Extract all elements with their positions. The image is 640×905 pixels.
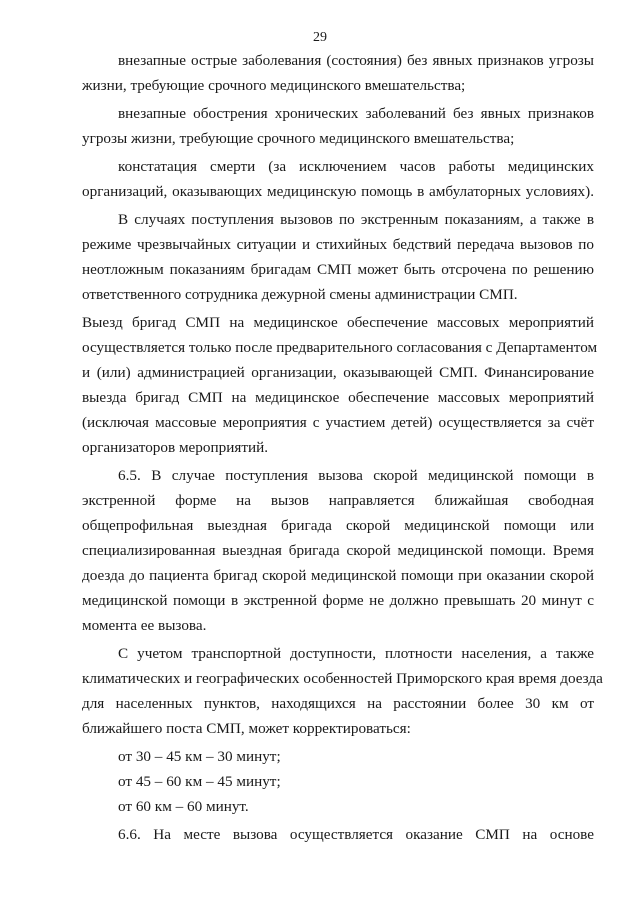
list-item: от 45 – 60 км – 45 минут;: [118, 773, 281, 790]
text-line: организаций, оказывающих медицинскую помощь в амбулаторных условиях).: [82, 183, 594, 200]
text-line: угрозы жизни, требующие срочного медицинского вмешательства;: [82, 130, 515, 147]
text-line: осуществляется только после предварительного согласования с Департаментом: [82, 339, 598, 356]
text-line: 6.5. В случае поступления вызова скорой медицинской помощи в: [118, 467, 594, 484]
text-line: С учетом транспортной доступности, плотности населения, а также: [118, 645, 594, 662]
text-line: (исключая массовые мероприятия с участием детей) осуществляется за счёт: [82, 414, 594, 431]
text-line: специализированная выездная бригада скорой медицинской помощи. Время: [82, 542, 594, 559]
text-line: констатация смерти (за исключением часов работы медицинских: [118, 158, 594, 175]
text-line: неотложным показаниям бригадам СМП может быть отсрочена по решению: [82, 261, 594, 278]
text-line: жизни, требующие срочного медицинского вмешательства;: [82, 77, 466, 94]
text-line: режиме чрезвычайных ситуации и стихийных бедствий передача вызовов по: [82, 236, 594, 253]
text-line: общепрофильная выездная бригада скорой медицинской помощи или: [82, 517, 594, 534]
text-line: ближайшего поста СМП, может корректироваться:: [82, 720, 411, 737]
text-line: климатических и географических особенностей Приморского края время доезда: [82, 670, 603, 687]
text-line: Выезд бригад СМП на медицинское обеспечение массовых мероприятий: [82, 314, 594, 331]
text-line: доезда до пациента бригад скорой медицинской помощи при оказании скорой: [82, 567, 594, 584]
text-line: для населенных пунктов, находящихся на расстоянии более 30 км от: [82, 695, 594, 712]
text-line: внезапные острые заболевания (состояния) без явных признаков угрозы: [118, 52, 594, 69]
text-line: В случаях поступления вызовов по экстренным показаниям, а также в: [118, 211, 594, 228]
page-number: 29: [313, 30, 327, 45]
text-line: экстренной форме на вызов направляется ближайшая свободная: [82, 492, 594, 509]
text-line: внезапные обострения хронических заболеваний без явных признаков: [118, 105, 594, 122]
text-line: организаторов мероприятий.: [82, 439, 269, 456]
list-item: от 60 км – 60 минут.: [118, 798, 249, 815]
list-item: от 30 – 45 км – 30 минут;: [118, 748, 281, 765]
text-line: и (или) администрацией организации, оказывающей СМП. Финансирование: [82, 364, 594, 381]
text-line: медицинской помощи в экстренной форме не должно превышать 20 минут с: [82, 592, 594, 609]
text-line: ответственного сотрудника дежурной смены администрации СМП.: [82, 286, 518, 303]
text-line: выезда бригад СМП на медицинское обеспечение массовых мероприятий: [82, 389, 594, 406]
text-line: момента ее вызова.: [82, 617, 207, 634]
text-line: 6.6. На месте вызова осуществляется оказание СМП на основе: [118, 826, 594, 843]
